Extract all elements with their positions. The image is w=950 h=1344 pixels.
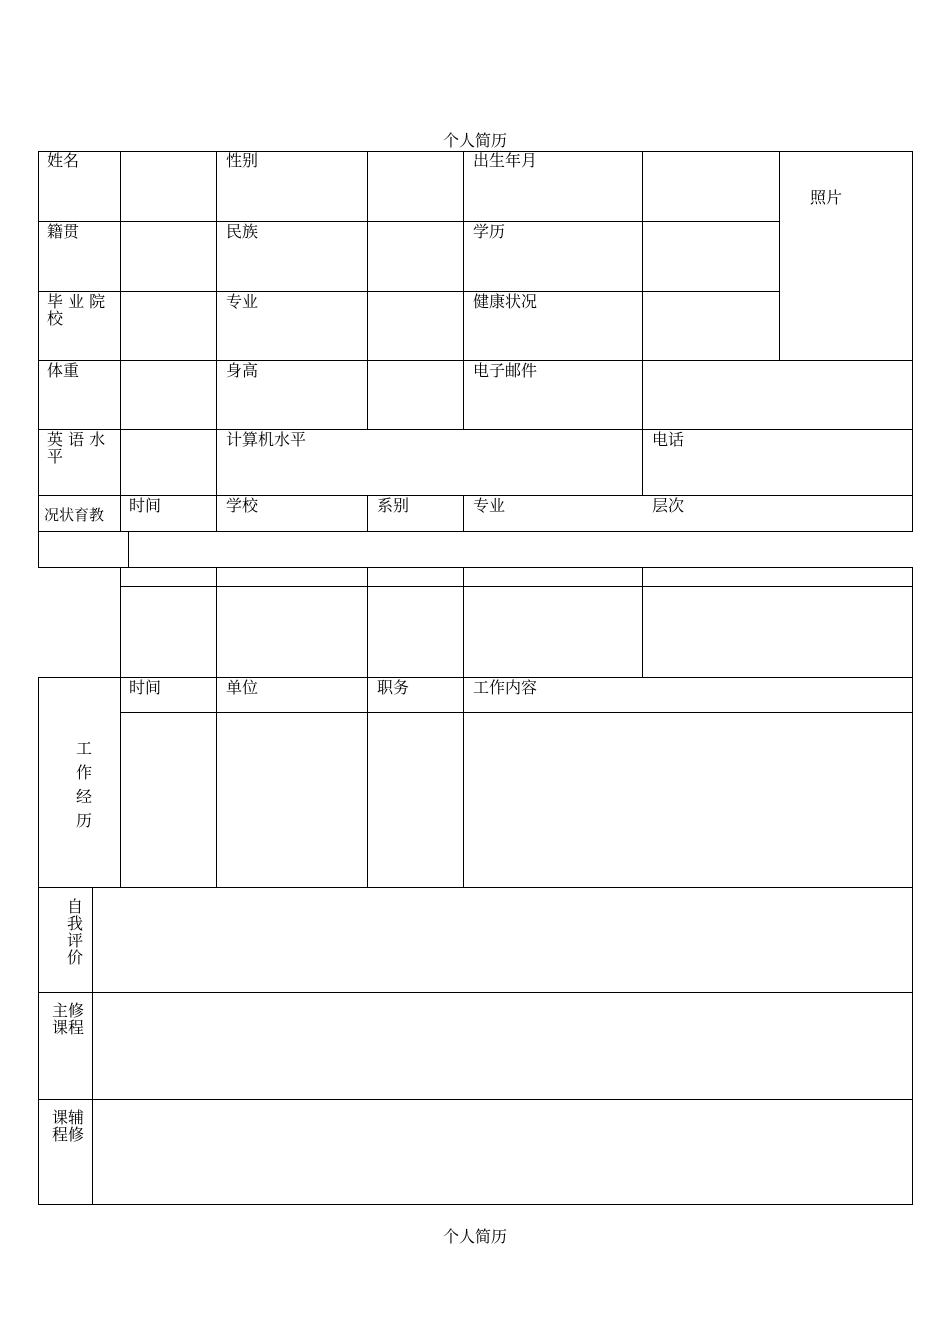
work-header-content: 工作内容	[473, 678, 538, 697]
major-label: 专业	[226, 292, 259, 311]
education-header-school: 学校	[226, 496, 259, 515]
self-eval-value-cell[interactable]	[93, 888, 912, 992]
native-place-label: 籍贯	[47, 222, 80, 241]
table-border-right	[912, 151, 913, 531]
major-courses-value-cell[interactable]	[93, 993, 912, 1099]
height-label: 身高	[226, 361, 259, 380]
col-divider	[367, 495, 368, 531]
email-label: 电子邮件	[473, 361, 538, 380]
work-header-employer: 单位	[226, 678, 259, 697]
weight-label: 体重	[47, 361, 80, 380]
minor-courses-label-line1: 课辅	[52, 1108, 85, 1127]
health-label: 健康状况	[473, 292, 538, 311]
col-divider	[216, 567, 217, 887]
row-divider	[38, 221, 780, 222]
table-border-left	[38, 677, 39, 1205]
minor-courses-value-cell[interactable]	[93, 1100, 912, 1204]
school-label-line2: 校	[47, 309, 64, 328]
col-divider	[120, 567, 121, 887]
phone-label: 电话	[652, 430, 685, 449]
row-divider	[38, 429, 913, 430]
major-courses-label-line1: 主修	[52, 1001, 85, 1020]
row-divider	[38, 567, 913, 568]
education-level-label: 学历	[473, 222, 506, 241]
education-header-time: 时间	[129, 496, 162, 515]
table-border-left	[38, 151, 39, 567]
col-divider	[216, 151, 217, 531]
name-value-cell[interactable]	[121, 152, 216, 221]
ethnicity-label: 民族	[226, 222, 259, 241]
table-border-bottom	[38, 1204, 913, 1205]
page-footer-title: 个人简历	[442, 1227, 507, 1246]
computer-label: 计算机水平	[226, 430, 307, 449]
education-side-label: 况状育教	[44, 506, 105, 524]
photo-cell[interactable]	[780, 152, 912, 360]
english-label-line1: 英 语 水	[47, 430, 106, 449]
english-label-line2: 平	[47, 447, 64, 466]
gender-value-cell[interactable]	[368, 152, 463, 221]
photo-label: 照片	[810, 188, 843, 207]
col-divider	[463, 495, 464, 531]
birth-label: 出生年月	[473, 151, 538, 170]
gender-label: 性别	[226, 151, 259, 170]
page-title: 个人简历	[442, 131, 507, 150]
self-eval-label: 自我评价	[67, 897, 84, 967]
education-header-level: 层次	[652, 496, 685, 515]
col-divider	[367, 567, 368, 887]
row-divider	[38, 291, 780, 292]
work-header-position: 职务	[377, 678, 410, 697]
row-divider	[38, 531, 913, 532]
birth-value-cell[interactable]	[643, 152, 779, 221]
work-side-label: 工作经历	[75, 739, 92, 830]
table-border-right	[912, 567, 913, 1205]
work-content-value-cell[interactable]	[464, 713, 912, 887]
col-divider	[642, 567, 643, 677]
col-divider	[128, 531, 129, 567]
col-divider	[463, 151, 464, 429]
work-header-time: 时间	[129, 678, 162, 697]
education-header-major: 专业	[473, 496, 506, 515]
education-header-department: 系别	[377, 496, 410, 515]
major-courses-label-line2: 课程	[52, 1018, 85, 1037]
school-label-line1: 毕 业 院	[47, 292, 106, 311]
minor-courses-label-line2: 程修	[52, 1125, 85, 1144]
name-label: 姓名	[47, 151, 80, 170]
row-divider	[120, 586, 913, 587]
